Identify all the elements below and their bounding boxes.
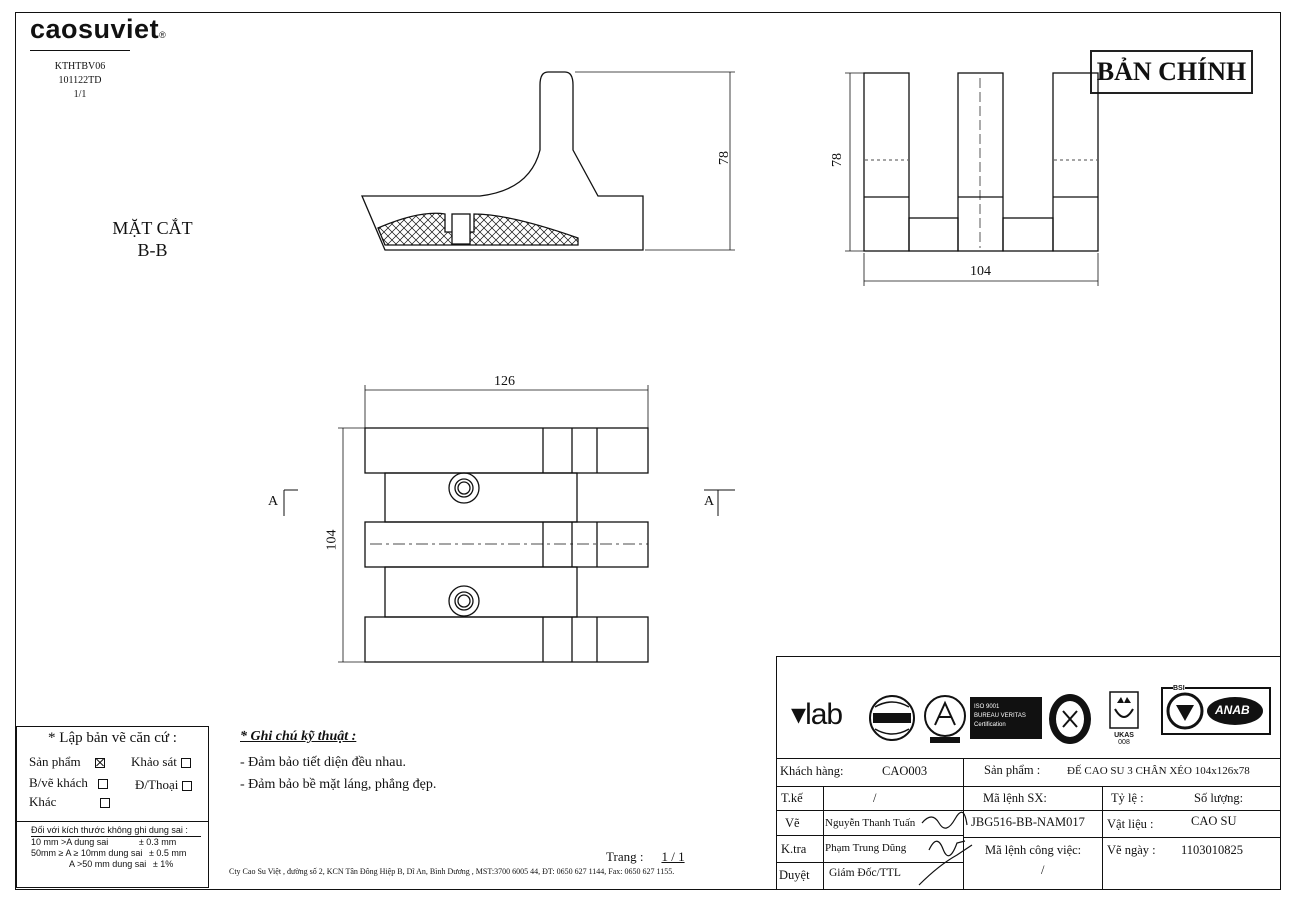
- original-stamp: BẢN CHÍNH: [1090, 50, 1253, 94]
- dim-front-width: 104: [970, 264, 991, 279]
- vilas-logo: [922, 693, 968, 745]
- dim-top-height: 104: [324, 529, 340, 551]
- checkbox-icon: [100, 798, 110, 808]
- material-label: Vật liệu :: [1107, 817, 1154, 831]
- doc-sheet: 1/1: [73, 89, 87, 100]
- checkbox-icon: [181, 758, 191, 768]
- tb-line: [777, 758, 1280, 759]
- company-footer: Cty Cao Su Việt , đường số 2, KCN Tân Đông Hiệp B, Dĩ An, Bình Dương , MST:3700 6005 44, ĐT: 0650 627 1144, Fax: 0650 627 1155.: [229, 867, 675, 876]
- legend-item-product: Sản phẩm: [29, 754, 105, 770]
- job-value: /: [1041, 863, 1045, 877]
- note-line: - Đảm bảo bề mặt láng, phẳng đẹp.: [240, 777, 437, 792]
- technical-notes: [240, 726, 436, 796]
- front-view: [845, 73, 1098, 286]
- bureau-veritas-seal-icon: [1045, 691, 1095, 747]
- lab-logo: ▾lab: [791, 698, 843, 731]
- side-section-view: [362, 72, 735, 250]
- ukas-logo: UKAS 008: [1107, 691, 1141, 746]
- draw-date: 1103010825: [1181, 843, 1244, 857]
- tb-line: [963, 810, 1280, 811]
- drawn-label: Vẽ: [785, 816, 800, 830]
- order-code: JBG516-BB-NAM017: [971, 815, 1085, 829]
- signature-scribbles: [917, 805, 977, 889]
- tolerance-title: Đối với kích thước không ghi dung sai :: [31, 825, 201, 837]
- quacert-logo: [867, 693, 917, 743]
- order-label: Mã lệnh SX:: [983, 791, 1047, 805]
- tb-line: [823, 786, 824, 889]
- date-label: Vẽ ngày :: [1107, 843, 1156, 857]
- quantity-label: Số lượng:: [1194, 791, 1244, 805]
- brand-logo: caosuviet®: [30, 14, 167, 44]
- checked-by: Phạm Trung Dũng: [825, 842, 907, 854]
- approved-by: Giám Đốc/TTL: [829, 867, 901, 879]
- dim-front-height: 78: [830, 153, 845, 167]
- section-id: B-B: [137, 240, 168, 260]
- section-mark-left: A: [268, 494, 279, 509]
- page-number: Trang : 1 / 1: [606, 849, 685, 864]
- product-label: Sản phẩm :: [984, 763, 1041, 777]
- legend-item-phone: Đ/Thoại: [135, 777, 192, 793]
- ukas-crown-icon: [1109, 691, 1139, 729]
- section-mark-right: A: [704, 494, 715, 509]
- checkbox-icon: [98, 779, 108, 789]
- design-value: /: [873, 791, 877, 805]
- design-label: T.kế: [781, 791, 803, 805]
- top-view: [284, 385, 735, 662]
- tolerance-row: A >50 mm dung sai ± 1%: [69, 859, 174, 869]
- approve-label: Duyệt: [779, 868, 810, 882]
- dim-side-height: 78: [717, 151, 732, 165]
- customer-code: CAO003: [882, 764, 928, 778]
- title-block: [776, 656, 1281, 890]
- scale-label: Tỷ lệ :: [1111, 791, 1144, 805]
- bureau-veritas-logo: ISO 9001 BUREAU VERITAS Certification: [970, 697, 1042, 739]
- checkbox-checked-icon: [95, 758, 105, 768]
- legend-item-survey: Khảo sát: [131, 754, 191, 770]
- legend-item-customer-drawing: B/vẽ khách: [29, 775, 108, 791]
- legend-box: [16, 726, 209, 888]
- section-title: MẶT CẮT: [112, 218, 193, 238]
- legend-title: * Lập bản vẽ căn cứ :: [48, 730, 177, 746]
- legend-item-other: Khác: [29, 794, 110, 810]
- checkbox-icon: [182, 781, 192, 791]
- material-value: CAO SU: [1191, 814, 1237, 828]
- notes-title: * Ghi chú kỹ thuật :: [240, 729, 357, 744]
- dim-top-width: 126: [494, 374, 515, 389]
- tb-line: [963, 837, 1280, 838]
- bsi-anab-logo: BSI ANAB: [1161, 687, 1271, 735]
- tolerance-row: 10 mm >A dung sai ± 0.3 mm: [31, 837, 177, 847]
- job-label: Mã lệnh công việc:: [985, 843, 1082, 857]
- drawn-by: Nguyễn Thanh Tuấn: [825, 817, 916, 829]
- check-label: K.tra: [781, 842, 807, 856]
- tb-line: [1102, 786, 1103, 889]
- tb-line: [777, 786, 1280, 787]
- tolerance-table: [17, 821, 208, 870]
- customer-label: Khách hàng:: [780, 764, 844, 778]
- tolerance-row: 50mm ≥ A ≥ 10mm dung sai ± 0.5 mm: [31, 848, 187, 858]
- product-name: ĐẾ CAO SU 3 CHÂN XÉO 104x126x78: [1067, 765, 1250, 777]
- doc-revision: 101122TD: [58, 75, 102, 86]
- doc-code: KTHTBV06: [54, 61, 106, 72]
- note-line: - Đảm bảo tiết diện đều nhau.: [240, 755, 407, 770]
